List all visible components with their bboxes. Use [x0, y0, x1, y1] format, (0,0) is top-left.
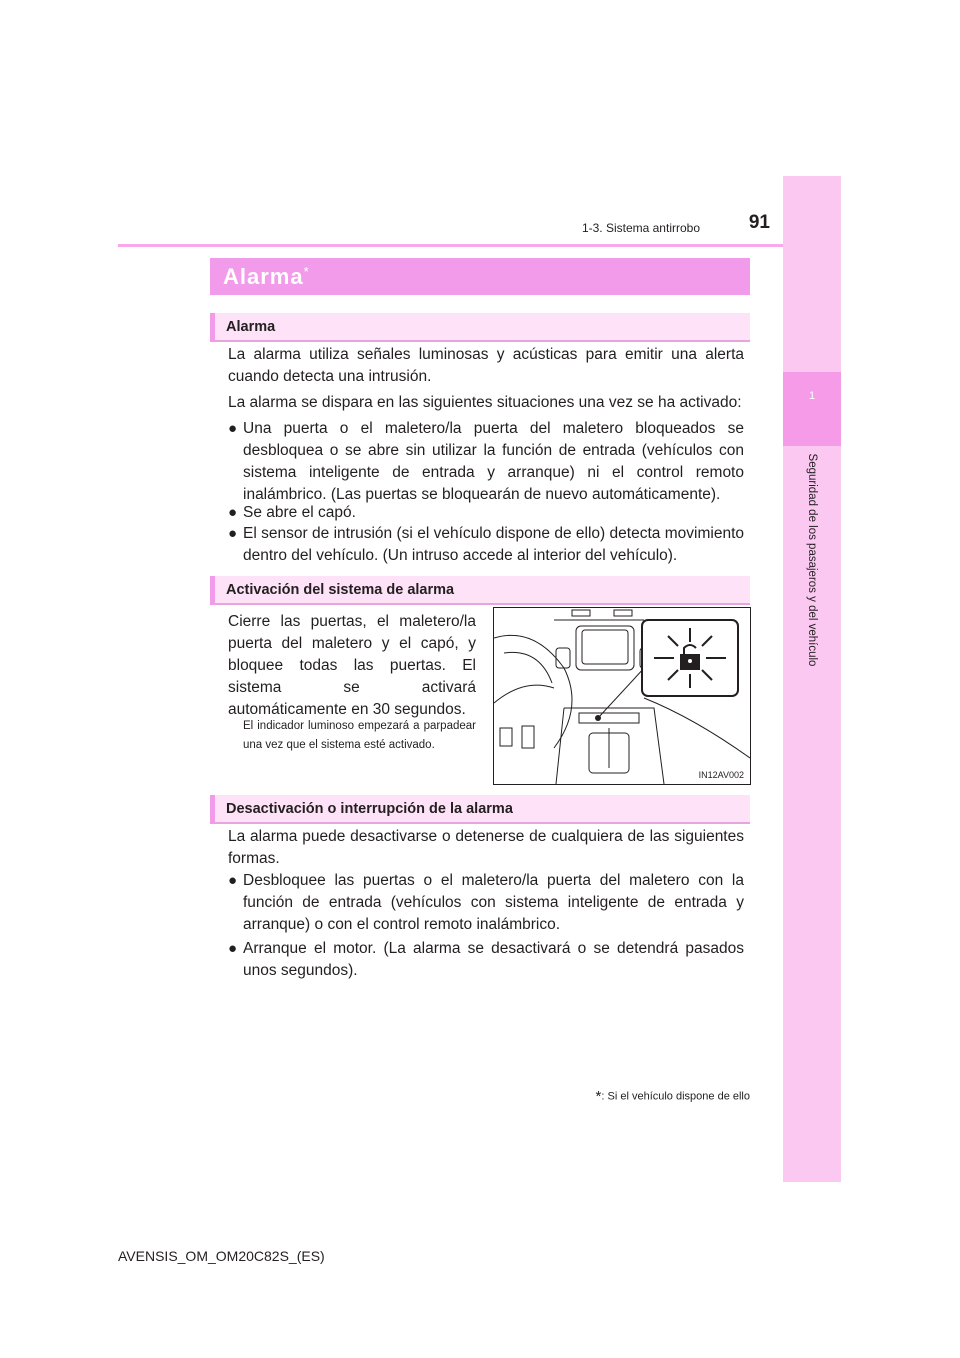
section-heading-text: Alarma [226, 319, 276, 335]
document-code: AVENSIS_OM_OM20C82S_(ES) [118, 1248, 325, 1264]
list-item: Arranque el motor. (La alarma se desactivará o se detendrá pasados unos segundos). [243, 940, 744, 979]
bullet-icon: ● [228, 940, 238, 957]
section-heading-alarma [210, 313, 750, 342]
section-heading-activacion [210, 576, 750, 605]
section-heading-text: Desactivación o interrupción de la alarma [226, 801, 513, 817]
callout-dot [595, 715, 601, 721]
bullet-icon: ● [228, 525, 238, 542]
dashboard-illustration [493, 607, 751, 785]
list-item: El sensor de intrusión (si el vehículo dispone de ello) detecta movimiento dentro del vehículo. (Un intruso accede al interior del vehículo). [243, 525, 744, 564]
chapter-side-tab-marker [783, 372, 841, 446]
section-heading-text: Activación del sistema de alarma [226, 582, 455, 598]
section-bar [210, 313, 215, 342]
footnote-text: : Si el vehículo dispone de ello [601, 1090, 750, 1103]
bullet-icon: ● [228, 872, 238, 889]
section-heading-desactivacion [210, 795, 750, 824]
list-item: Una puerta o el maletero/la puerta del maletero bloqueados se desbloquea o se abre sin utilizar la función de entrada (vehículos con sistema inteligente de entrada y arranque) ni el control remoto inalámbrico. (Las puertas se bloquearán de nuevo automáticamente). [243, 420, 744, 503]
note: El indicador luminoso empezará a parpadear una vez que el sistema esté activado. [243, 720, 476, 751]
list-item: Se abre el capó. [243, 504, 356, 521]
breadcrumb: 1-3. Sistema antirrobo [581, 221, 700, 235]
paragraph: La alarma se dispara en las siguientes situaciones una vez se ha activado: [228, 394, 742, 411]
callout-line [598, 666, 646, 718]
list-item: Desbloquee las puertas o el maletero/la puerta del maletero con la función de entrada (vehículos con sistema inteligente de entrada y arranque) o con el control remoto inalámbrico. [243, 872, 744, 933]
paragraph: La alarma puede desactivarse o detenerse de cualquiera de las siguientes formas. [228, 828, 744, 867]
page-title [223, 264, 310, 290]
section-bar [210, 795, 215, 824]
dashboard-drawing [494, 608, 750, 784]
title-footnote-marker: * [303, 264, 310, 279]
header-rule [118, 244, 783, 247]
bullet-icon: ● [228, 420, 238, 437]
bullet-icon: ● [228, 504, 238, 521]
section-bar [210, 576, 215, 605]
footnote-marker: * [595, 1088, 602, 1105]
paragraph: Cierre las puertas, el maletero/la puerta del maletero y el capó, y bloquee todas las puertas. El sistema se activará automáticamente en 30 segundos. [228, 613, 476, 718]
illustration-code: IN12AV002 [698, 770, 744, 780]
footnote [560, 1088, 750, 1105]
page-number: 91 [748, 212, 770, 233]
page-title-text: Alarma [223, 264, 304, 289]
chapter-number: 1 [808, 390, 816, 402]
chapter-side-tab [783, 176, 841, 1182]
paragraph: La alarma utiliza señales luminosas y acústicas para emitir una alerta cuando detecta una intrusión. [228, 346, 744, 385]
chapter-title: Seguridad de los pasajeros y del vehículo [806, 453, 818, 667]
